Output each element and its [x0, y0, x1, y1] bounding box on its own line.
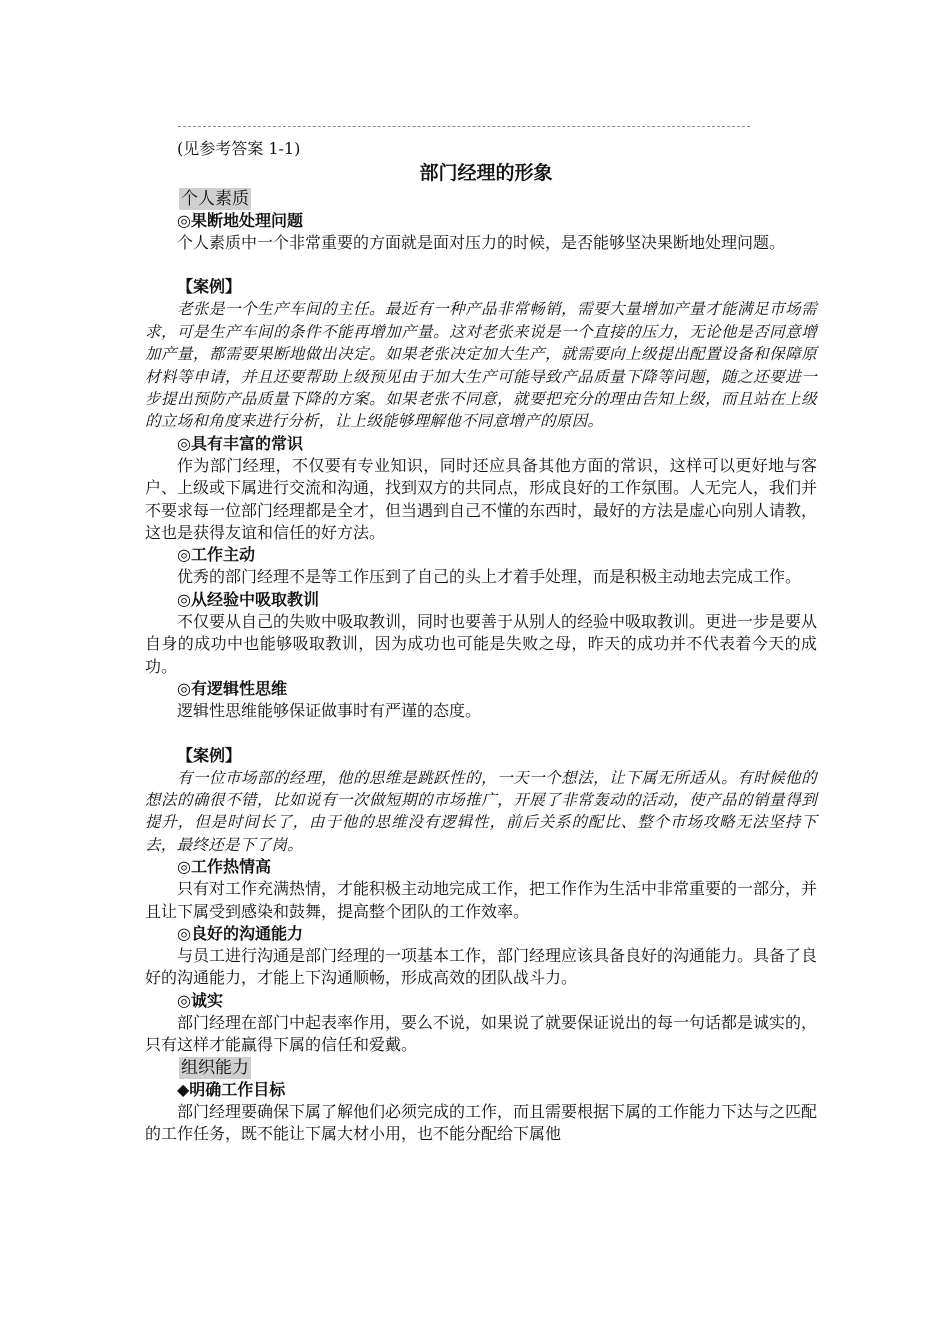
paragraph: 部门经理要确保下属了解他们必须完成的工作，而且需要根据下属的工作能力下达与之匹配的工作任务，既不能让下属大材小用，也不能分配给下属他 — [145, 1101, 818, 1143]
subheading: ◎果断地处理问题 — [177, 211, 303, 230]
paragraph: 优秀的部门经理不是等工作压到了自己的头上才着手处理，而是积极主动地去完成工作。 — [177, 567, 802, 587]
subheading: ◎诚实 — [177, 990, 223, 1010]
case-label: 【案例】 — [177, 745, 242, 765]
subheading: ◎良好的沟通能力 — [177, 923, 303, 943]
paragraph: 作为部门经理，不仅要有专业知识，同时还应具备其他方面的常识，这样可以更好地与客户、上级或下属进行交流和沟通，找到双方的共同点，形成良好的工作氛围。人无完人，我们并不要求每一位部门经理都是全才，但当遇到自己不懂的东西时，最好的方法是虚心向别人请教，这也是获得友谊和信任的好方法。 — [145, 455, 818, 543]
paragraph: 不仅要从自己的失败中吸取教训，同时也要善于从别人的经验中吸取教训。更进一步是要从自身的成功中也能够吸取教训，因为成功也可能是失败之母，昨天的成功并不代表着今天的成功。 — [145, 611, 818, 676]
document-body — [145, 138, 817, 1145]
dashed-divider — [178, 126, 750, 127]
subheading: ◆明确工作目标 — [177, 1079, 286, 1099]
case-text: 老张是一个生产车间的主任。最近有一种产品非常畅销，需要大量增加产量才能满足市场需求，可是生产车间的条件不能再增加产量。这对老张来说是一个直接的压力，无论他是否同意增加产量，都需要果断地做出决定。如果老张决定加大生产，就需要向上级提出配置设备和保障原材料等申请，并且还要帮助上级预见由于加大生产可能导致产品质量下降等问题，随之还要进一步提出预防产品质量下降的方案。如果老张不同意，就要把充分的理由告知上级，而且站在上级的立场和角度来进行分析，让上级能够理解他不同意增产的原因。 — [145, 300, 817, 431]
subheading: ◎具有丰富的常识 — [177, 433, 303, 453]
subheading: ◎工作主动 — [177, 545, 255, 565]
reference-note: (见参考答案 1-1) — [177, 139, 301, 158]
paragraph: 个人素质中一个非常重要的方面就是面对压力的时候，是否能够坚决果断地处理问题。 — [177, 233, 786, 252]
section-heading-organization: 组织能力 — [181, 1057, 249, 1078]
paragraph: 与员工进行沟通是部门经理的一项基本工作，部门经理应该具备良好的沟通能力。具备了良好的沟通能力，才能上下沟通顺畅，形成高效的团队战斗力。 — [145, 945, 818, 988]
case-text: 有一位市场部的经理，他的思维是跳跃性的，一天一个想法，让下属无所适从。有时候他的想法的确很不错，比如说有一次做短期的市场推广，开展了非常轰动的活动，使产品的销量得到提升，但是时间长了，由于他的思维没有逻辑性，前后关系的配比、整个市场攻略无法坚持下去，最终还是下了岗。 — [145, 768, 817, 854]
case-label: 【案例】 — [177, 277, 242, 297]
paragraph: 部门经理在部门中起表率作用，要么不说，如果说了就要保证说出的每一句话都是诚实的，只有这样才能赢得下属的信任和爱戴。 — [145, 1012, 818, 1055]
paragraph: 只有对工作充满热情，才能积极主动地完成工作，把工作作为生活中非常重要的一部分，并且让下属受到感染和鼓舞，提高整个团队的工作效率。 — [145, 879, 818, 921]
page-title: 部门经理的形象 — [419, 162, 553, 184]
subheading: ◎从经验中吸取教训 — [177, 589, 319, 609]
subheading: ◎有逻辑性思维 — [177, 679, 287, 699]
subheading: ◎工作热情高 — [177, 857, 271, 877]
paragraph: 逻辑性思维能够保证做事时有严谨的态度。 — [177, 701, 482, 721]
section-heading-personal: 个人素质 — [181, 189, 249, 209]
